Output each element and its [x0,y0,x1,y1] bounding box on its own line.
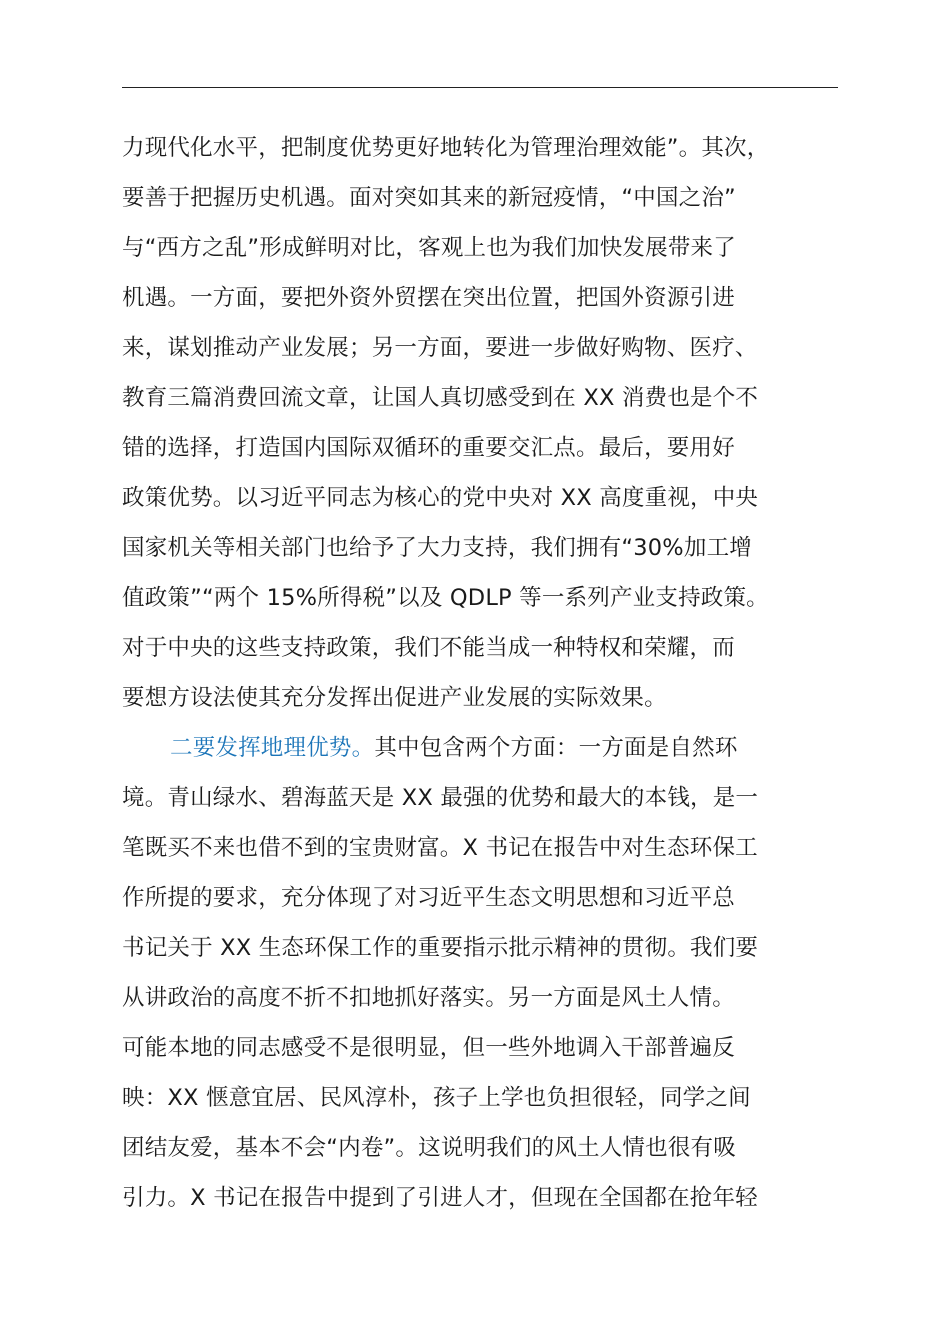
header-divider [122,87,838,88]
text-line: 政策优势。以习近平同志为核心的党中央对 XX 高度重视，中央 [122,485,759,511]
text-line: 书记关于 XX 生态环保工作的重要指示批示精神的贯彻。我们要 [122,935,759,961]
text-line: 错的选择，打造国内国际双循环的重要交汇点。最后，要用好 [122,435,735,461]
document-body [122,128,842,1228]
section-2-first-line [122,728,842,778]
text-line: 值政策”“两个 15%所得税”以及 QDLP 等一系列产业支持政策。 [122,585,769,611]
text-line: 引力。X 书记在报告中提到了引进人才，但现在全国都在抢年轻 [122,1185,758,1211]
text-line: 要善于把握历史机遇。面对突如其来的新冠疫情，“中国之治” [122,185,736,211]
text-line: 来，谋划推动产业发展；另一方面，要进一步做好购物、医疗、 [122,335,758,361]
section-2-heading: 二要发挥地理优势。 [170,735,375,761]
text-line: 境。青山绿水、碧海蓝天是 XX 最强的优势和最大的本钱，是一 [122,785,759,811]
text-line: 团结友爱，基本不会“内卷”。这说明我们的风土人情也很有吸 [122,1135,736,1161]
text-line: 与“西方之乱”形成鲜明对比，客观上也为我们加快发展带来了 [122,235,736,261]
text-line: 可能本地的同志感受不是很明显，但一些外地调入干部普遍反 [122,1035,735,1061]
section-2-first-line-text: 其中包含两个方面：一方面是自然环 [374,735,738,761]
text-line: 机遇。一方面，要把外资外贸摆在突出位置，把国外资源引进 [122,285,735,311]
text-line: 笔既买不来也借不到的宝贵财富。X 书记在报告中对生态环保工 [122,835,758,861]
text-line: 力现代化水平，把制度优势更好地转化为管理治理效能”。其次， [122,135,770,161]
text-line: 映：XX 惬意宜居、民风淳朴，孩子上学也负担很轻，同学之间 [122,1085,751,1111]
text-line: 从讲政治的高度不折不扣地抓好落实。另一方面是风土人情。 [122,985,735,1011]
text-line: 作所提的要求，充分体现了对习近平生态文明思想和习近平总 [122,885,735,911]
text-line: 国家机关等相关部门也给予了大力支持，我们拥有“30%加工增 [122,535,752,561]
text-line: 对于中央的这些支持政策，我们不能当成一种特权和荣耀，而 [122,635,735,661]
text-line: 教育三篇消费回流文章，让国人真切感受到在 XX 消费也是个不 [122,385,759,411]
text-line: 要想方设法使其充分发挥出促进产业发展的实际效果。 [122,685,667,711]
